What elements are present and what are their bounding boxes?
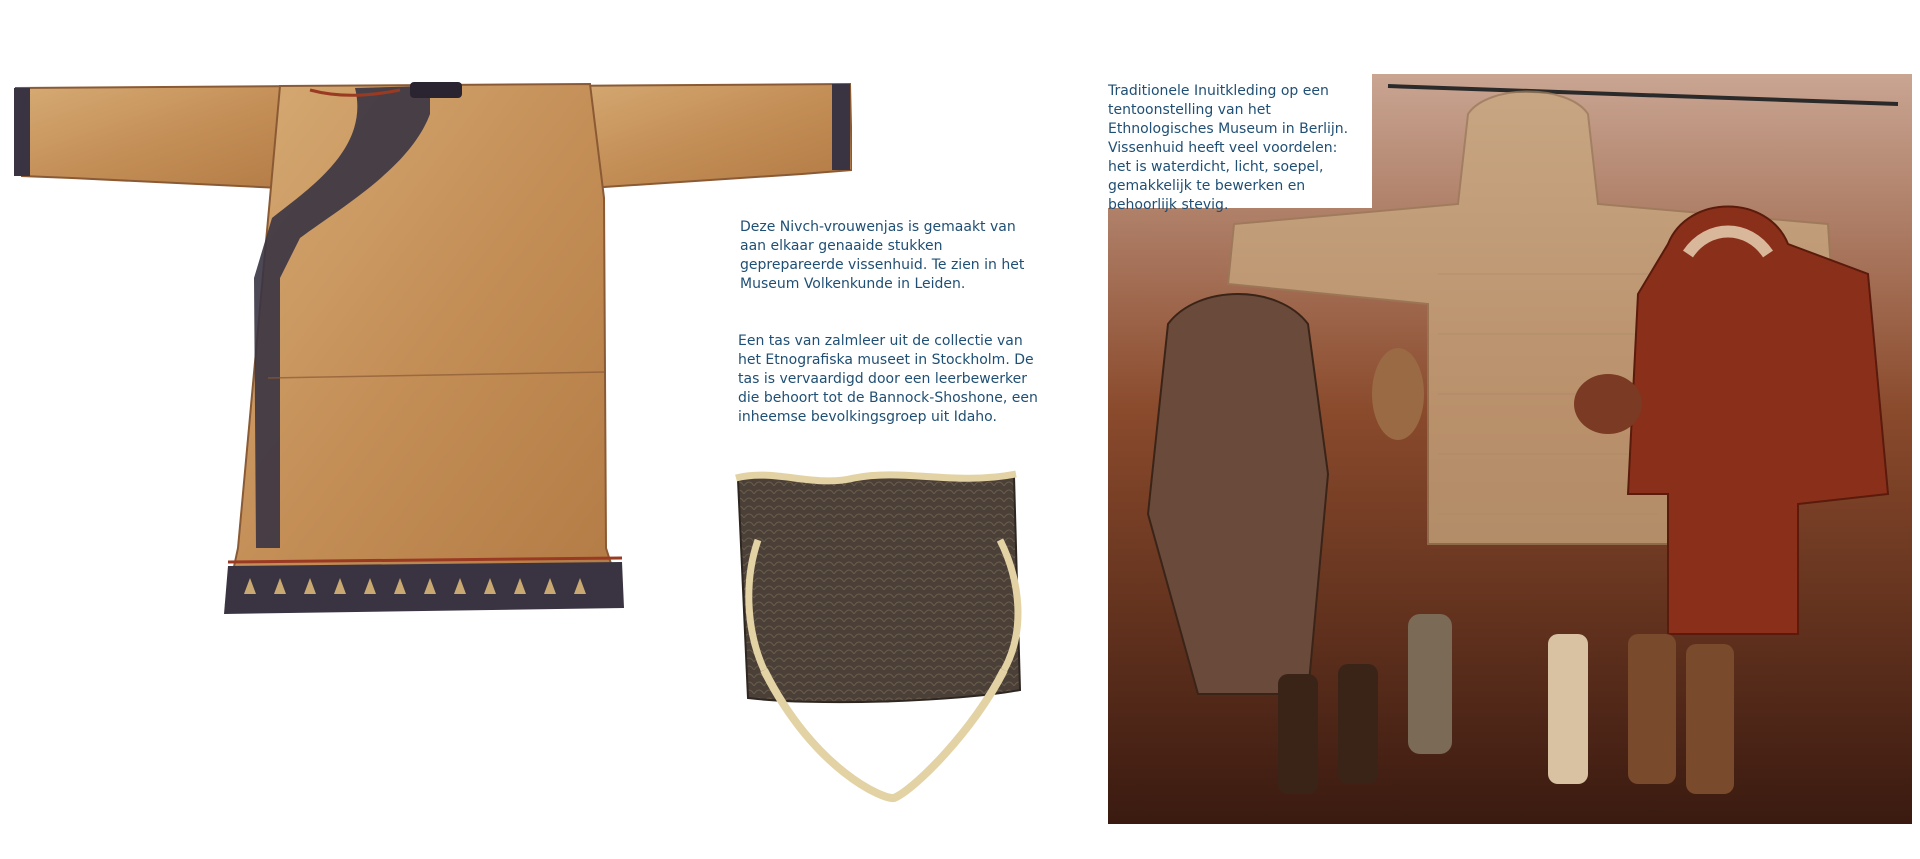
nivkh-jacket-illustration — [10, 78, 852, 668]
caption-inuit-display: Traditionele Inuitkleding op een tentoonstelling van het Ethnologisches Museum in Berlijn. Vissenhuid heeft veel voordelen: het is waterdicht, licht, soepel, gemakkelijk te bewerken en behoorlijk stevig. — [1108, 83, 1349, 213]
salmon-leather-bag-photo — [734, 470, 1044, 810]
caption-salmon-bag: Een tas van zalmleer uit de collectie van het Etnografiska museet in Stockholm. De tas is vervaardigd door een leerbewerker die behoort tot de Bannock-Shoshone, een inheemse bevolkingsgroep uit Idaho. — [738, 333, 1038, 425]
salmon-bag-illustration — [734, 470, 1044, 810]
caption-nivkh-jacket: Deze Nivch-vrouwenjas is gemaakt van aan elkaar genaaide stukken geprepareerde vissenhuid. Te zien in het Museum Volkenkunde in Leiden. — [740, 219, 1025, 292]
nivkh-jacket-photo — [10, 78, 852, 668]
